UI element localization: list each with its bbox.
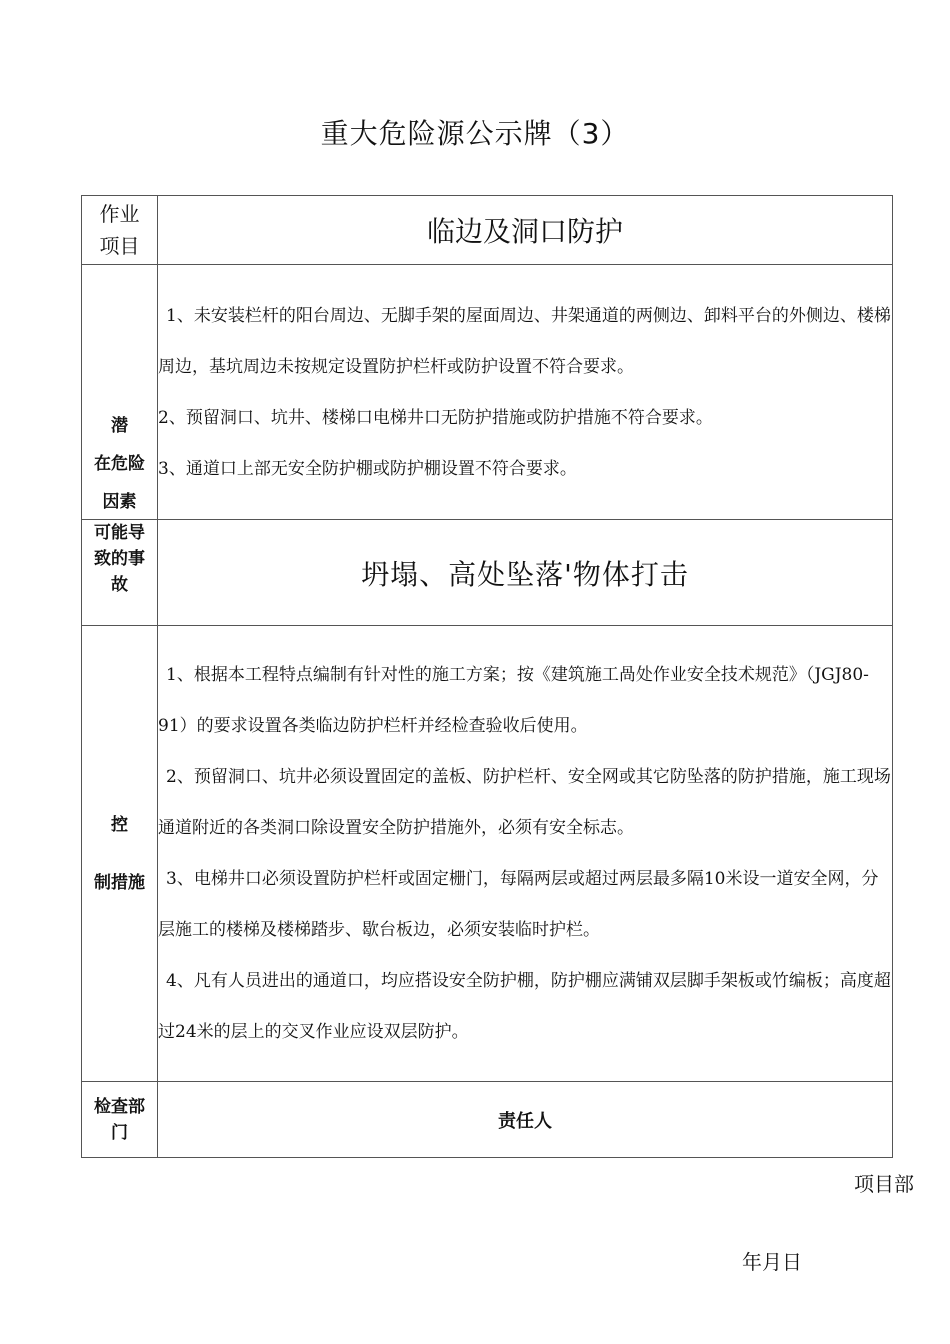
hazard-board-table <box>81 195 893 1158</box>
row-hazards <box>82 265 893 520</box>
footer-date: 年月日 <box>742 1250 802 1274</box>
label-inspection-line2: 门 <box>111 1122 128 1143</box>
label-accidents <box>82 520 158 626</box>
control-item: 3、电梯井口必须设置防护栏杆或固定栅门，每隔两层或超过两层最多隔10米设一道安全网，分层施工的楼梯及楼梯踏步、歇台板边，必须安装临时护栏。 <box>158 868 879 940</box>
project-name: 临边及洞口防护 <box>158 196 893 265</box>
hazard-item: 2、预留洞口、坑井、楼梯口电梯井口无防护措施或防护措施不符合要求。 <box>158 408 713 428</box>
control-item: 1、根据本工程特点编制有针对性的施工方案；按《建筑施工咼处作业安全技术规范》（JGJ80-91）的要求设置各类临边防护栏杆并经检查验收后使用。 <box>158 664 869 736</box>
label-controls-line2: 制措施 <box>94 872 145 893</box>
label-controls-line1: 控 <box>111 814 128 835</box>
label-controls <box>82 626 158 1082</box>
label-inspection <box>82 1082 158 1158</box>
label-accidents-line3: 故 <box>111 575 128 595</box>
hazard-item: 3、通道口上部无安全防护棚或防护棚设置不符合要求。 <box>158 459 577 479</box>
hazard-item: 1、未安装栏杆的阳台周边、无脚手架的屋面周边、井架通道的两侧边、卸料平台的外侧边、楼梯周边，基坑周边未按规定设置防护栏杆或防护设置不符合要求。 <box>158 306 891 377</box>
control-list <box>158 626 893 1082</box>
responsible-person: 责任人 <box>158 1082 893 1158</box>
label-hazards-line2: 在危险 <box>94 454 145 474</box>
control-item: 4、凡有人员进出的通道口，均应搭设安全防护棚，防护棚应满铺双层脚手架板或竹编板；高度超过24米的层上的交叉作业应设双层防护。 <box>158 970 891 1042</box>
label-accidents-line2: 致的事 <box>94 549 145 569</box>
label-inspection-line1: 检查部 <box>94 1096 145 1117</box>
label-hazards-line3: 因素 <box>102 492 137 512</box>
row-project <box>82 196 893 265</box>
label-project <box>82 196 158 265</box>
control-item: 2、预留洞口、坑井必须设置固定的盖板、防护栏杆、安全网或其它防坠落的防护措施，施工现场通道附近的各类洞口除设置安全防护措施外，必须有安全标志。 <box>158 766 891 838</box>
row-controls <box>82 626 893 1082</box>
label-accidents-line1: 可能导 <box>94 523 145 543</box>
label-hazards-line1: 潜 <box>111 416 128 436</box>
row-accidents <box>82 520 893 626</box>
label-hazards <box>82 265 158 520</box>
row-inspection <box>82 1082 893 1158</box>
footer-department: 项目部 <box>854 1172 914 1196</box>
page-title: 重大危险源公示牌（3） <box>320 117 630 150</box>
label-project-line1: 作业 <box>99 202 140 226</box>
hazard-list <box>158 265 893 520</box>
accident-types: 坍塌、高处坠落'物体打击 <box>158 520 893 626</box>
label-project-line2: 项目 <box>99 234 140 258</box>
